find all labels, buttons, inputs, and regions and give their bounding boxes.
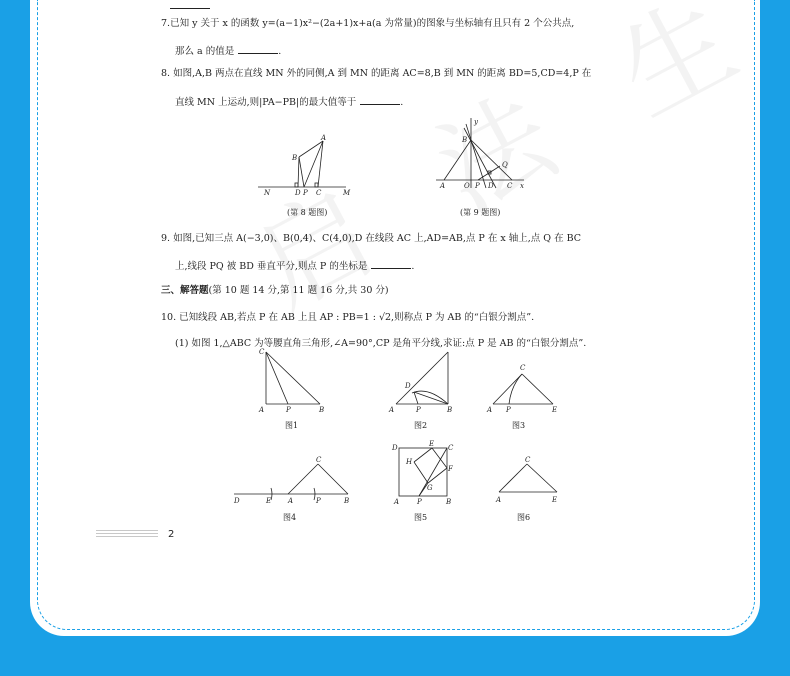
figure-1-caption: 图1 [285, 421, 299, 430]
fig5-label-C: C [448, 444, 454, 452]
question-10-part1: (1) 如图 1,△ABC 为等腰直角三角形,∠A=90°,CP 是角平分线,求证:点 P 是 AB 的“白银分割点”. [175, 338, 587, 349]
fig1-label-P: P [286, 406, 291, 414]
figure-5-caption: 图5 [414, 513, 428, 522]
fig1-label-A: A [259, 406, 265, 414]
question-7-line1: 7.已知 y 关于 x 的函数 y=(a−1)x²−(2a+1)x+a(a 为常量)的图象与坐标轴有且只有 2 个公共点, [161, 18, 575, 29]
fig6-label-C: C [525, 456, 531, 464]
fig6-label-A: A [496, 496, 502, 504]
fig5-label-D: D [392, 444, 398, 452]
figure-6 [492, 455, 562, 511]
fig4-label-A: A [288, 497, 294, 505]
figure-3-caption: 图3 [512, 421, 526, 430]
figure-9-caption: (第 9 题图) [460, 208, 501, 217]
fig5-label-G: G [427, 484, 433, 492]
fig9-label-B: B [462, 136, 468, 144]
fig8-label-N: N [264, 189, 271, 197]
fig8-label-B: B [292, 154, 298, 162]
answer-blank-q6 [170, 0, 210, 9]
fig9-label-y: y [474, 118, 478, 126]
fig9-label-A: A [440, 182, 446, 190]
fig5-label-P: P [417, 498, 422, 506]
figure-2-caption: 图2 [414, 421, 428, 430]
fig9-label-C: C [507, 182, 513, 190]
fig8-label-C: C [316, 189, 322, 197]
figure-1 [258, 346, 328, 418]
fig6-label-E: E [552, 496, 558, 504]
question-8-line2: 直线 MN 上运动,则|PA−PB|的最大值等于 . [175, 97, 404, 108]
fig4-label-B: B [344, 497, 350, 505]
fig5-label-A: A [394, 498, 400, 506]
fig3-label-E: E [552, 406, 558, 414]
fig9-label-O: O [464, 182, 470, 190]
footer-decoration [96, 530, 158, 539]
question-7-line2: 那么 a 的值是 . [175, 46, 282, 57]
section-3-heading [161, 285, 389, 297]
fig8-label-P: P [303, 189, 308, 197]
figure-4-caption: 图4 [283, 513, 297, 522]
fig1-label-C: C [259, 348, 265, 356]
fig3-label-A: A [487, 406, 493, 414]
figure-5 [390, 440, 460, 510]
figure-3 [487, 360, 559, 418]
fig8-label-M: M [343, 189, 351, 197]
fig4-label-D: D [234, 497, 240, 505]
answer-blank-q9 [371, 259, 411, 269]
fig9-label-D: D [488, 182, 494, 190]
page-number: 2 [168, 529, 175, 540]
fig9-label-x: x [520, 182, 524, 190]
fig4-label-E: E [266, 497, 272, 505]
fig5-label-E: E [429, 440, 435, 448]
fig4-label-C: C [316, 456, 322, 464]
fig9-label-Q: Q [502, 161, 508, 169]
section-3-title: 三、解答题 [161, 285, 209, 296]
question-8-line1: 8. 如图,A,B 两点在直线 MN 外的同侧,A 到 MN 的距离 AC=8,B 到 MN 的距离 BD=5,CD=4,P 在 [161, 68, 592, 79]
question-9-line2: 上,线段 PQ 被 BD 垂直平分,则点 P 的坐标是 . [175, 261, 415, 272]
question-10-line1: 10. 已知线段 AB,若点 P 在 AB 上且 AP : PB=1 : √2,则称点 P 为 AB 的“白银分割点”. [161, 312, 535, 323]
section-3-note: (第 10 题 14 分,第 11 题 16 分,共 30 分) [208, 285, 389, 296]
figure-9 [436, 118, 530, 196]
answer-blank-q7 [238, 44, 278, 54]
figure-2 [388, 346, 458, 418]
fig9-label-P: P [475, 182, 480, 190]
question-9-line1: 9. 如图,已知三点 A(−3,0)、B(0,4)、C(4,0),D 在线段 AC 上,AD=AB,点 P 在 x 轴上,点 Q 在 BC [161, 233, 582, 244]
answer-blank-q8 [360, 95, 400, 105]
fig8-label-D: D [295, 189, 301, 197]
fig2-label-P: P [416, 406, 421, 414]
fig2-label-A: A [389, 406, 395, 414]
figure-4 [230, 455, 354, 511]
fig3-label-C: C [520, 364, 526, 372]
fig3-label-P: P [506, 406, 511, 414]
fig2-label-B: B [447, 406, 453, 414]
fig1-label-B: B [319, 406, 325, 414]
fig5-label-F: F [448, 465, 453, 473]
fig5-label-B: B [446, 498, 452, 506]
fig2-label-D: D [405, 382, 411, 390]
figure-8 [258, 132, 358, 198]
figure-8-caption: (第 8 题图) [287, 208, 328, 217]
fig4-label-P: P [316, 497, 321, 505]
fig8-label-A: A [321, 134, 327, 142]
figure-6-caption: 图6 [517, 513, 531, 522]
fig5-label-H: H [406, 458, 413, 466]
